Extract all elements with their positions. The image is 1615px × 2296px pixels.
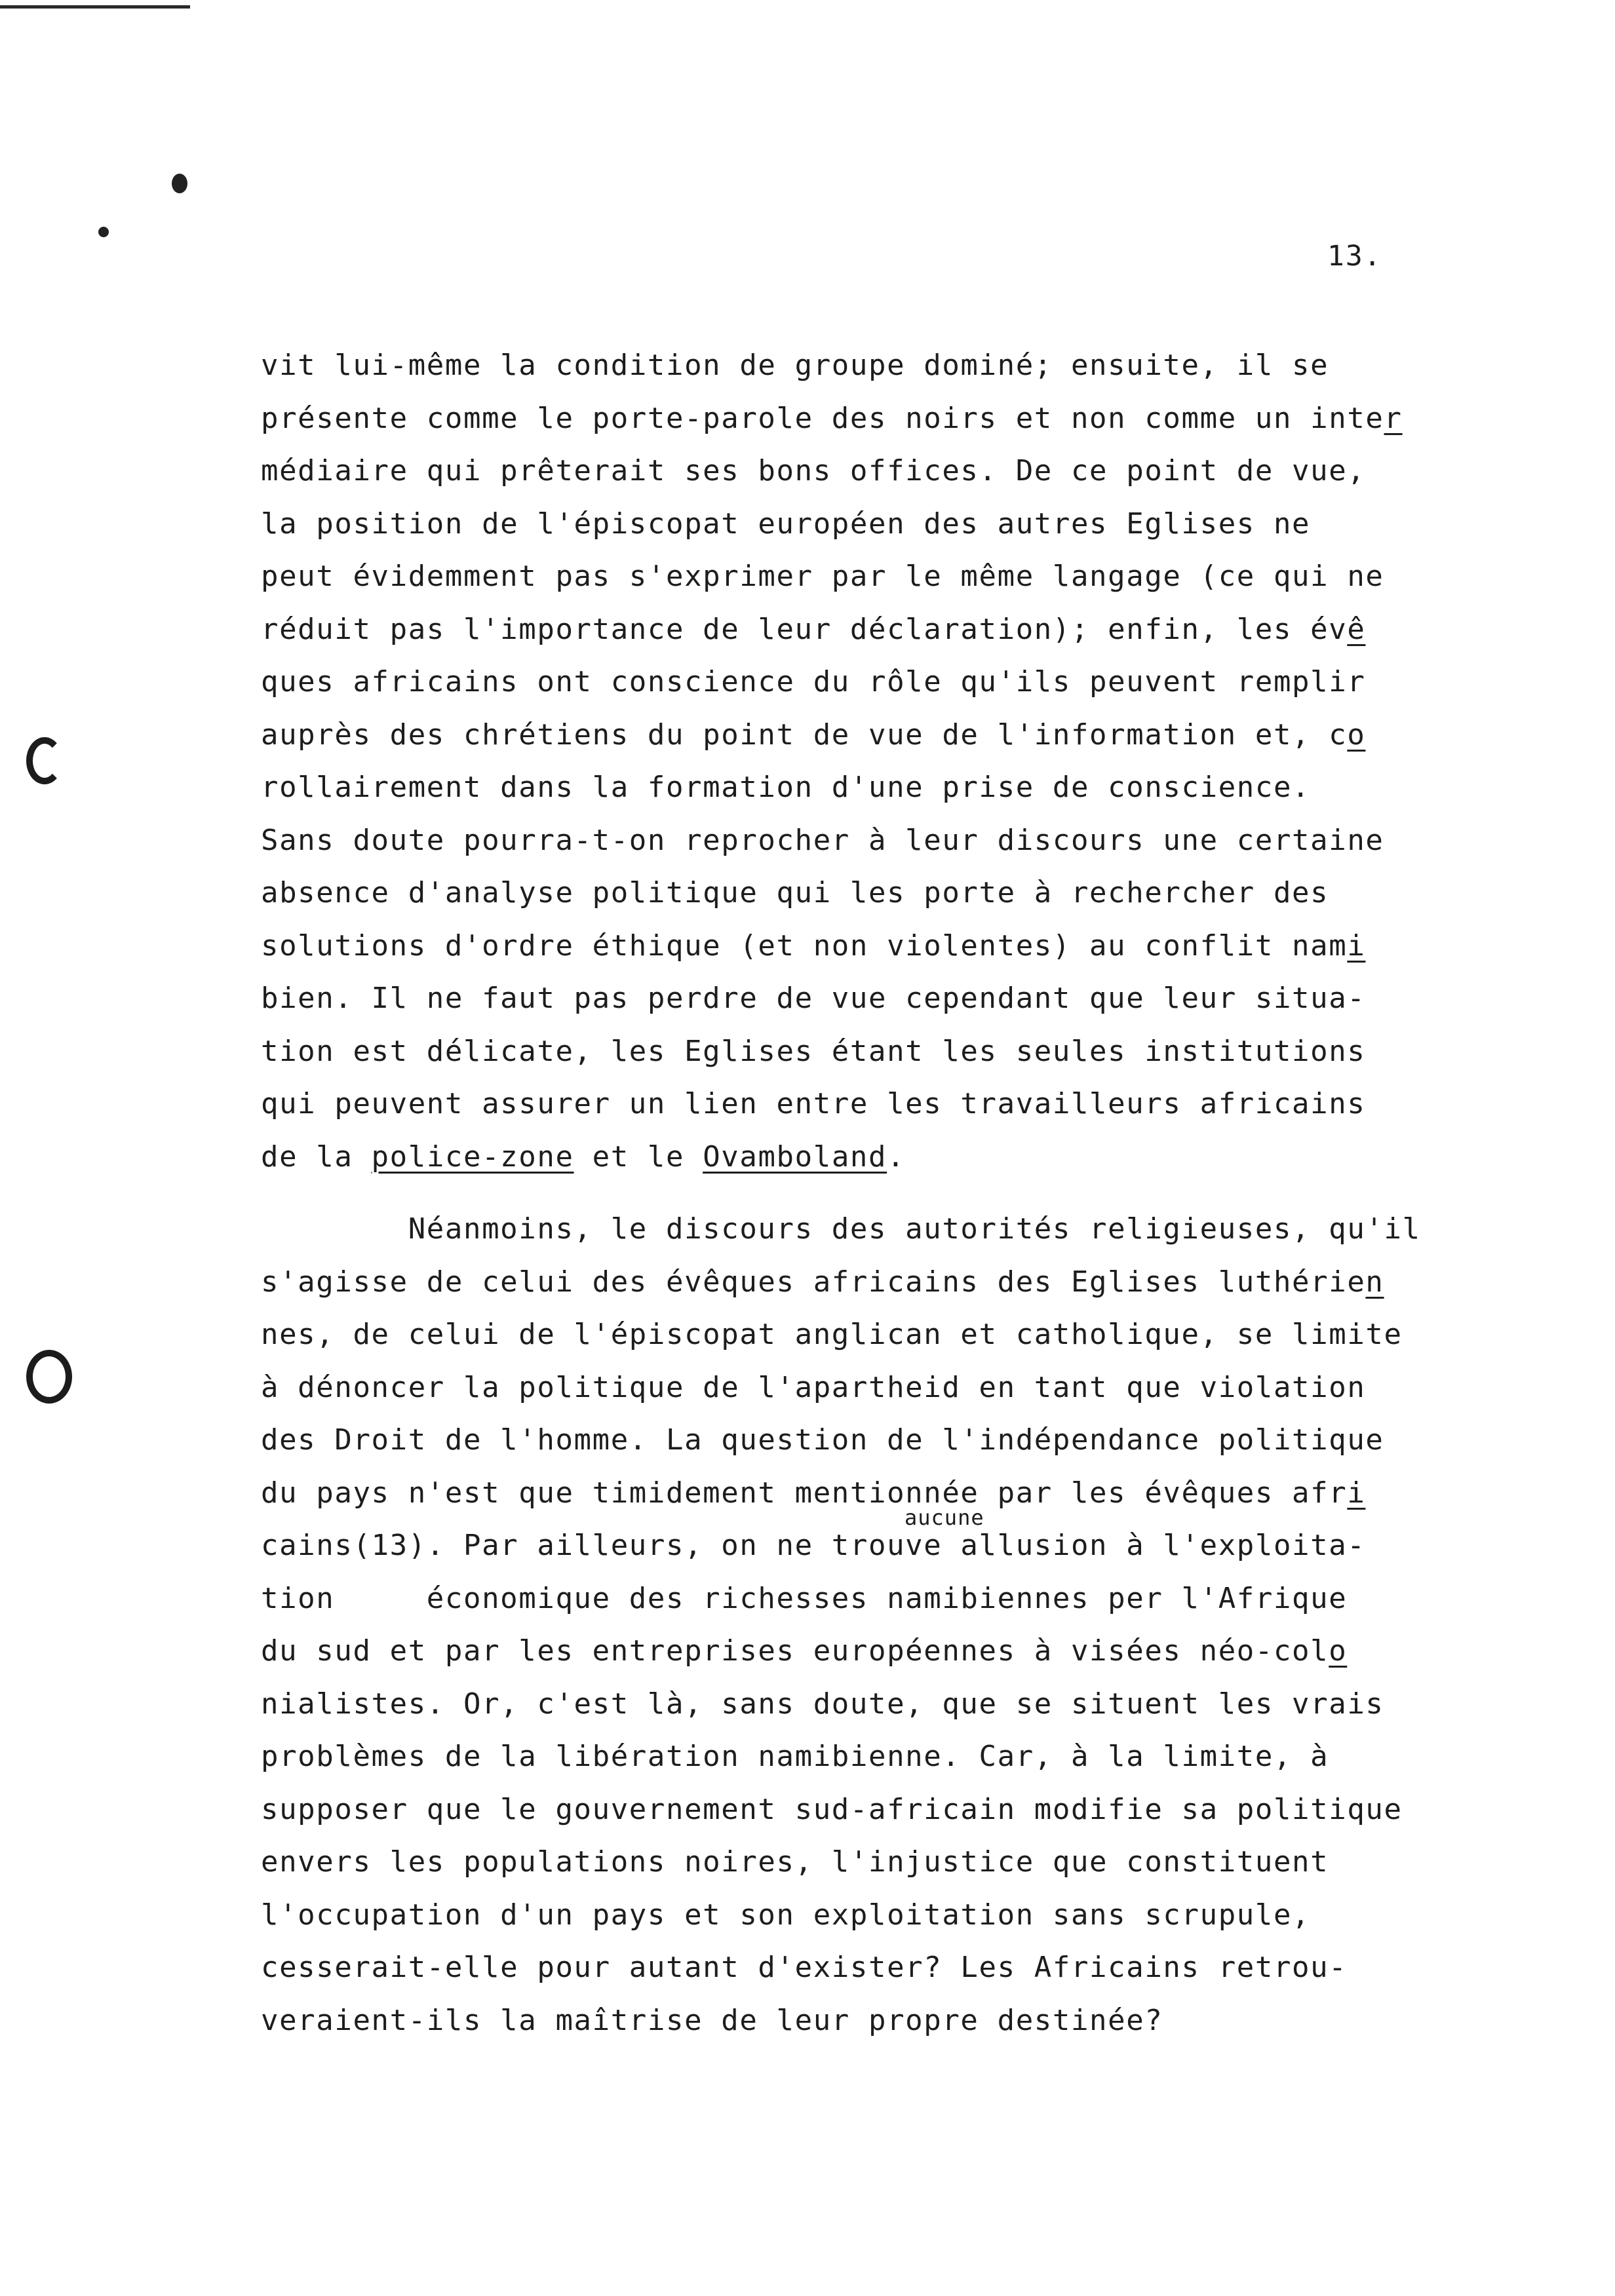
text-segment: Néanmoins, le discours des autorités religieuses, qu'il bbox=[261, 1212, 1421, 1246]
text-segment: supposer que le gouvernement sud-africain modifie sa politique bbox=[261, 1792, 1403, 1826]
text-line bbox=[261, 920, 1532, 973]
text-line bbox=[261, 1625, 1532, 1678]
text-segment: peut évidemment pas s'exprimer par le même langage (ce qui ne bbox=[261, 560, 1384, 593]
text-line bbox=[261, 445, 1532, 498]
text-segment: qui peuvent assurer un lien entre les travailleurs africains bbox=[261, 1087, 1366, 1120]
paragraph-gap bbox=[261, 1183, 1532, 1203]
text-segment: envers les populations noires, l'injustice que constituent bbox=[261, 1845, 1329, 1879]
underlined-text: i bbox=[1347, 928, 1366, 963]
text-line bbox=[261, 1131, 1532, 1184]
page-number: 13. bbox=[1327, 240, 1382, 273]
text-segment: veraient-ils la maîtrise de leur propre destinée? bbox=[261, 2003, 1163, 2037]
text-segment: l'occupation d'un pays et son exploitation sans scrupule, bbox=[261, 1898, 1311, 1932]
underlined-text: r bbox=[1384, 401, 1403, 435]
text-segment: réduit pas l'importance de leur déclaration); enfin, les év bbox=[261, 612, 1348, 646]
text-segment: nialistes. Or, c'est là, sans doute, que se situent les vrais bbox=[261, 1687, 1384, 1721]
text-line bbox=[261, 1889, 1532, 1942]
ink-dot bbox=[172, 174, 187, 193]
text-segment: et le bbox=[574, 1139, 703, 1174]
text-line bbox=[261, 1078, 1532, 1131]
text-segment: à dénoncer la politique de l'apartheid en tant que violation bbox=[261, 1370, 1366, 1404]
text-line bbox=[261, 603, 1532, 657]
text-line bbox=[261, 761, 1532, 814]
text-segment: médiaire qui prêterait ses bons offices. De ce point de vue, bbox=[261, 454, 1366, 488]
text-segment: cains(13). Par ailleurs, on ne trouve allusion à l'exploita- bbox=[261, 1529, 1366, 1562]
text-segment: tion est délicate, les Eglises étant les seules institutions bbox=[261, 1034, 1366, 1068]
underlined-text: police-zone bbox=[371, 1139, 574, 1174]
underlined-text: o bbox=[1347, 718, 1366, 752]
underlined-text: Ovamboland bbox=[703, 1139, 887, 1174]
text-line bbox=[261, 1025, 1532, 1079]
underlined-text: i bbox=[1347, 1476, 1366, 1510]
text-segment: présente comme le porte-parole des noirs et non comme un inte bbox=[261, 401, 1384, 435]
text-segment: du pays n'est que timidement mentionnée par les évêques afr bbox=[261, 1476, 1348, 1510]
text-segment: problèmes de la libération namibienne. Car, à la limite, à bbox=[261, 1740, 1329, 1773]
text-segment: la position de l'épiscopat européen des autres Eglises ne bbox=[261, 507, 1311, 541]
top-rule bbox=[0, 5, 190, 9]
text-segment: bien. Il ne faut pas perdre de vue cependant que leur situa- bbox=[261, 982, 1366, 1015]
text-line bbox=[261, 709, 1532, 762]
punch-hole bbox=[26, 737, 63, 784]
punch-hole bbox=[26, 1350, 72, 1404]
text-line bbox=[261, 1995, 1532, 2048]
text-line bbox=[261, 1731, 1532, 1784]
text-segment: tion économique des richesses namibiennes per l'Afrique bbox=[261, 1581, 1348, 1615]
text-line bbox=[261, 1836, 1532, 1889]
underlined-text: o bbox=[1329, 1634, 1348, 1668]
text-line bbox=[261, 1784, 1532, 1837]
ink-dot bbox=[98, 227, 109, 237]
text-segment: ques africains ont conscience du rôle qu'ils peuvent remplir bbox=[261, 665, 1366, 698]
text-line bbox=[261, 867, 1532, 920]
text-line bbox=[261, 1520, 1532, 1573]
text-segment: Sans doute pourra-t-on reprocher à leur discours une certaine bbox=[261, 823, 1384, 857]
text-line bbox=[261, 1362, 1532, 1415]
text-line bbox=[261, 550, 1532, 603]
text-line bbox=[261, 1256, 1532, 1309]
text-line bbox=[261, 1309, 1532, 1362]
text-segment: absence d'analyse politique qui les porte à rechercher des bbox=[261, 876, 1329, 909]
text-segment: de la bbox=[261, 1139, 372, 1174]
text-line bbox=[261, 972, 1532, 1025]
underlined-text: ê bbox=[1347, 612, 1366, 646]
text-line bbox=[261, 1467, 1532, 1520]
text-line bbox=[261, 814, 1532, 868]
text-segment: solutions d'ordre éthique (et non violentes) au conflit nam bbox=[261, 928, 1348, 963]
handwritten-insertion: aucune bbox=[905, 1505, 984, 1530]
text-line bbox=[261, 392, 1532, 446]
text-line bbox=[261, 498, 1532, 551]
text-line bbox=[261, 1203, 1532, 1256]
body-text bbox=[261, 339, 1532, 2047]
text-line bbox=[261, 1414, 1532, 1467]
text-segment: auprès des chrétiens du point de vue de l'information et, c bbox=[261, 718, 1348, 752]
text-line bbox=[261, 656, 1532, 709]
text-segment: vit lui-même la condition de groupe dominé; ensuite, il se bbox=[261, 349, 1329, 382]
text-segment: s'agisse de celui des évêques africains des Eglises luthérie bbox=[261, 1265, 1366, 1299]
text-segment: nes, de celui de l'épiscopat anglican et catholique, se limite bbox=[261, 1318, 1403, 1351]
text-segment: cesserait-elle pour autant d'exister? Les Africains retrou- bbox=[261, 1951, 1348, 1984]
text-line bbox=[261, 1678, 1532, 1731]
text-line bbox=[261, 339, 1532, 392]
underlined-text: n bbox=[1365, 1265, 1384, 1299]
text-line bbox=[261, 1573, 1532, 1626]
text-segment: du sud et par les entreprises européennes à visées néo-col bbox=[261, 1634, 1329, 1668]
text-segment: des Droit de l'homme. La question de l'indépendance politique bbox=[261, 1423, 1384, 1457]
text-segment: . bbox=[887, 1139, 906, 1174]
text-line bbox=[261, 1942, 1532, 1995]
text-segment: rollairement dans la formation d'une prise de conscience. bbox=[261, 771, 1311, 804]
